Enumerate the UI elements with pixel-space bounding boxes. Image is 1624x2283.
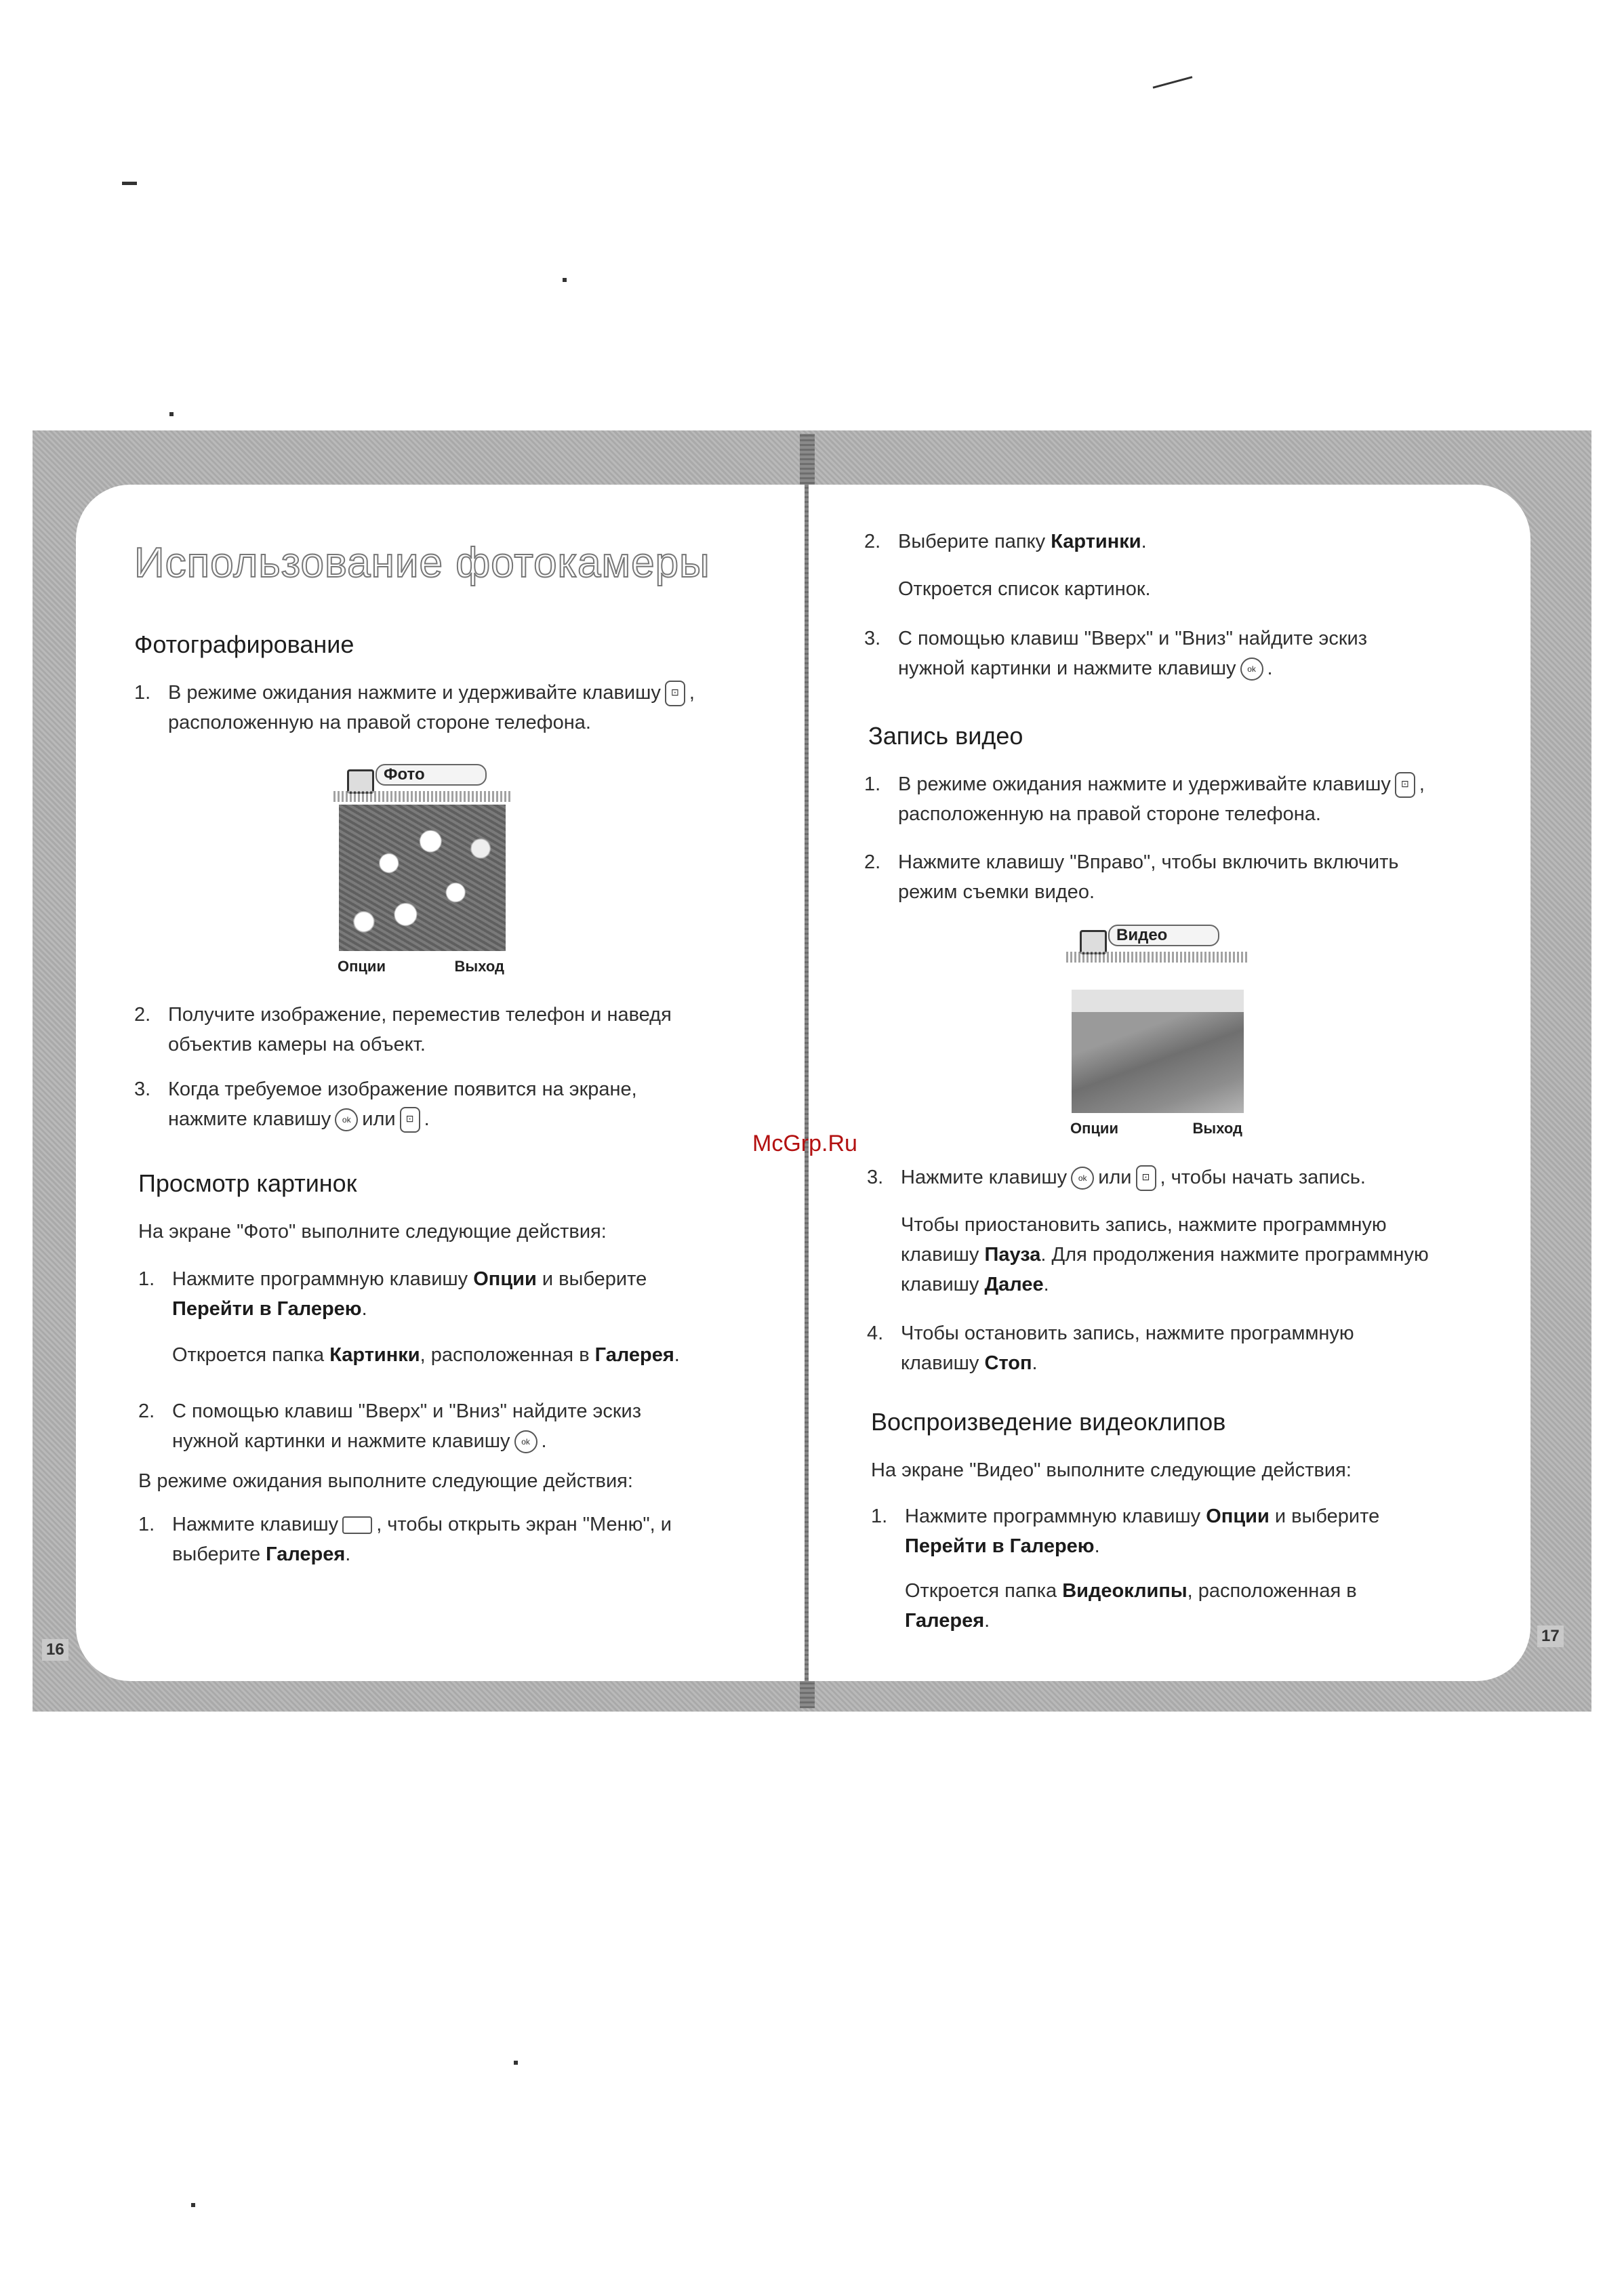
view-step-1: 1. Нажмите программную клавишу Опции и выберите Перейти в Галерею. <box>138 1268 647 1320</box>
camera-key-icon: ⊡ <box>400 1107 420 1133</box>
ok-key-icon: ok <box>335 1108 358 1131</box>
video-step-4: 4. Чтобы остановить запись, нажмите программную клавишу Стоп. <box>867 1322 1354 1374</box>
phone-header <box>1066 922 1249 956</box>
camera-key-icon: ⊡ <box>665 681 685 706</box>
scan-speck <box>1153 76 1193 88</box>
landscape-preview-image <box>1072 990 1244 1113</box>
flowers-preview-image <box>339 805 506 951</box>
video-step-3-note: Чтобы приостановить запись, нажмите программную клавишу Пауза. Для продолжения нажмите программную клавишу Далее. <box>901 1214 1429 1295</box>
video-step-3: 3. Нажмите клавишу ok или ⊡ , чтобы начать запись. <box>867 1163 1518 1192</box>
page-number-left: 16 <box>42 1639 68 1661</box>
scan-speck <box>122 182 137 185</box>
photo-step-2: 2. Получите изображение, переместив телефон и наведя объектив камеры на объект. <box>134 1004 672 1055</box>
right-page <box>809 485 1530 1681</box>
photo-step-3: 3. Когда требуемое изображение появится на экране, нажмите клавишу ok или ⊡ . <box>134 1074 798 1134</box>
r-step-2: 2. Выберите папку Картинки. <box>864 531 1147 552</box>
r-step-2-note: Откроется список картинок. <box>898 578 1151 600</box>
menu-key-icon <box>342 1516 372 1534</box>
section-heading-record-video: Запись видео <box>868 722 1023 750</box>
camera-icon <box>347 769 374 794</box>
left-page <box>76 485 805 1681</box>
status-bar <box>1066 952 1249 963</box>
ok-key-icon: ok <box>1071 1167 1094 1190</box>
camera-icon <box>1080 930 1107 954</box>
softkey-exit: Выход <box>454 958 504 975</box>
video-screen-illustration <box>1066 922 1249 1139</box>
screen-tag: Видео <box>1108 925 1219 946</box>
video-step-1: 1. В режиме ожидания нажмите и удерживайте клавишу ⊡ , расположенную на правой стороне телефона. <box>864 773 1425 825</box>
scan-speck <box>514 2061 518 2065</box>
view-intro-2: В режиме ожидания выполните следующие действия: <box>138 1470 633 1492</box>
r-step-3: 3. С помощью клавиш "Вверх" и "Вниз" найдите эскиз нужной картинки и нажмите клавишу ok . <box>864 624 1515 683</box>
page-number-right: 17 <box>1537 1625 1564 1647</box>
play-step-1: 1. Нажмите программную клавишу Опции и выберите Перейти в Галерею. <box>871 1506 1380 1557</box>
video-step-2: 2. Нажмите клавишу "Вправо", чтобы включить включить режим съемки видео. <box>864 851 1399 903</box>
softkey-exit: Выход <box>1192 1120 1242 1137</box>
screen-tag: Фото <box>375 764 487 786</box>
play-intro: На экране "Видео" выполните следующие действия: <box>871 1459 1352 1481</box>
phone-header <box>333 761 511 795</box>
ok-key-icon: ok <box>1240 658 1263 681</box>
section-heading-play-video: Воспроизведение видеоклипов <box>871 1408 1226 1436</box>
watermark-text: McGrp.Ru <box>752 1131 857 1156</box>
play-step-1-note: Откроется папка Видеоклипы, расположенная в Галерея. <box>905 1580 1357 1632</box>
view-step-1-note: Откроется папка Картинки, расположенная в Галерея. <box>172 1344 680 1366</box>
scan-speck <box>563 278 567 282</box>
camera-key-icon: ⊡ <box>1395 772 1415 798</box>
view-step-2: 2. С помощью клавиш "Вверх" и "Вниз" найдите эскиз нужной картинки и нажмите клавишу ok . <box>138 1396 803 1456</box>
ok-key-icon: ok <box>514 1430 537 1453</box>
section-heading-view-pictures: Просмотр картинок <box>138 1169 357 1197</box>
camera-key-icon: ⊡ <box>1136 1165 1156 1191</box>
softkey-options: Опции <box>338 958 386 975</box>
scan-speck <box>169 412 174 416</box>
section-heading-photography: Фотографирование <box>134 630 354 658</box>
softkey-options: Опции <box>1070 1120 1118 1137</box>
photo-step-1: 1. В режиме ожидания нажмите и удерживайте клавишу ⊡ , расположенную на правой стороне телефона. <box>134 682 695 733</box>
photo-screen-illustration <box>333 761 511 977</box>
scan-speck <box>191 2203 195 2207</box>
view-intro: На экране "Фото" выполните следующие действия: <box>138 1221 607 1242</box>
view-step-3: 1. Нажмите клавишу , чтобы открыть экран "Меню", и выберите Галерея. <box>138 1514 672 1565</box>
status-bar <box>333 791 511 802</box>
page-title: Использование фотокамеры <box>134 540 710 586</box>
